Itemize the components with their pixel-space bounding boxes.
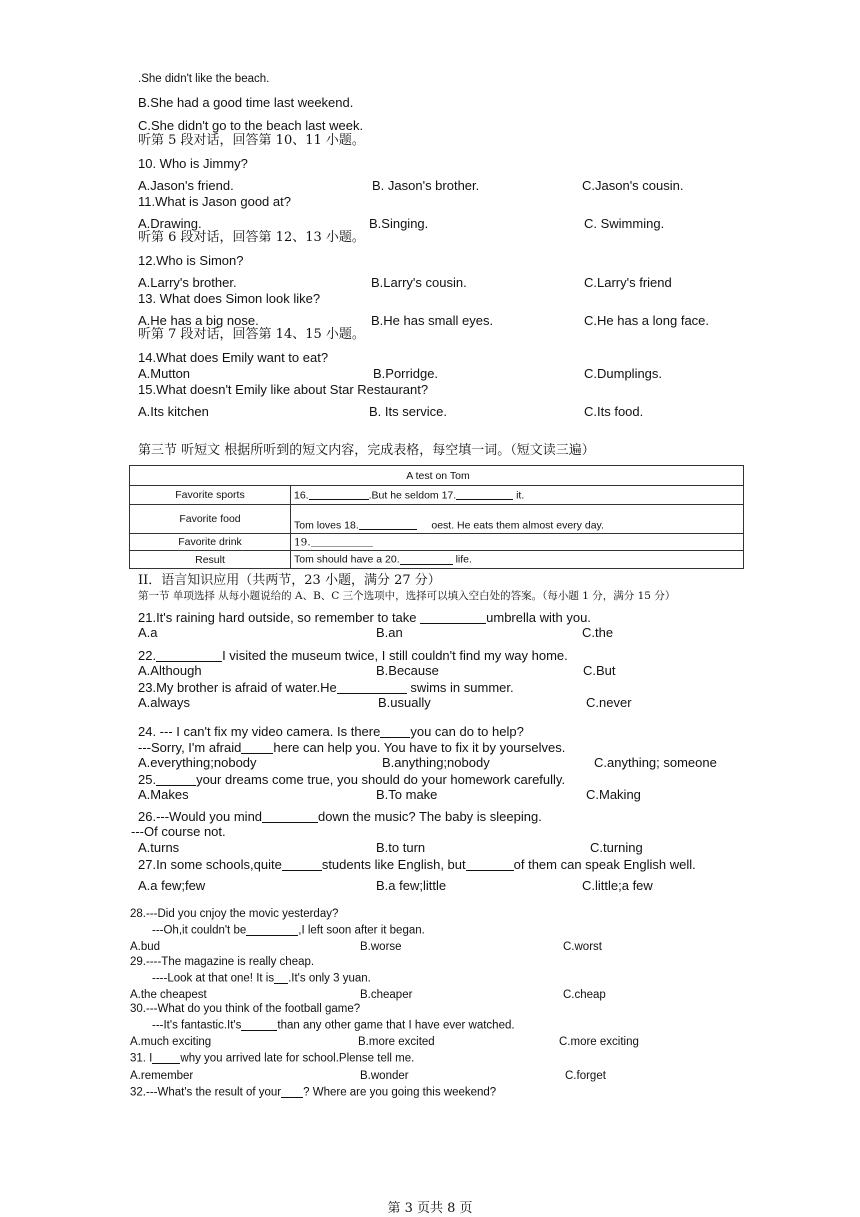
option-b: B.usually <box>378 695 431 710</box>
option-b: B.an <box>376 625 403 640</box>
text: Tom should have a 20. <box>294 553 400 566</box>
option-c: C.anything; someone <box>594 755 717 770</box>
option-c: C. Swimming. <box>584 216 665 231</box>
option-b: B.Singing. <box>369 216 429 231</box>
option-b: B.a few;little <box>376 878 447 893</box>
section-instruction: 听第 6 段对话，回答第 12、13 小题。 <box>138 230 365 245</box>
question-25 <box>138 772 565 786</box>
option-a: A.remember <box>130 1070 194 1082</box>
option-b: B.To make <box>376 787 438 802</box>
text: 24. --- I can't fix my video camera. Is there <box>138 724 381 739</box>
text: I visited the museum twice, I still couldn't find my way home. <box>222 648 568 663</box>
question: 12.Who is Simon? <box>138 253 244 268</box>
table-row <box>130 486 744 505</box>
text: .It's only 3 yuan. <box>288 972 371 985</box>
row-label: Favorite drink <box>130 534 291 551</box>
text: ,I left soon after it began. <box>298 924 425 937</box>
answer-blank[interactable] <box>241 740 273 754</box>
text: you can do to help? <box>410 724 524 739</box>
answer-blank[interactable] <box>281 1085 303 1098</box>
text: 19. <box>294 536 311 549</box>
option-a: A.Its kitchen <box>138 404 209 419</box>
text: ? Where are you going this weekend? <box>303 1086 497 1099</box>
text: 31. I <box>130 1052 153 1065</box>
text: ----Look at that one! It is <box>152 972 275 985</box>
option-a: A.He has a big nose. <box>138 313 259 328</box>
question-21 <box>138 610 591 624</box>
answer-blank[interactable] <box>241 1018 277 1031</box>
table-row <box>130 505 744 534</box>
table-row <box>130 551 744 569</box>
option-b: B.Porridge. <box>373 366 439 381</box>
text: Tom loves 18. <box>294 519 359 531</box>
question-30: 30.---What do you think of the football game? <box>130 1003 361 1015</box>
text: down the music? The baby is sleeping. <box>318 809 542 824</box>
text: 26.---Would you mind <box>138 809 263 824</box>
text: it. <box>513 489 525 502</box>
option-b: B.more excited <box>358 1036 435 1048</box>
question: 11.What is Jason good at? <box>138 194 291 209</box>
table-caption: A test on Tom <box>130 466 744 486</box>
text: oest. He eats them almost every day. <box>416 519 604 531</box>
option-c: C.never <box>586 695 632 710</box>
text: 27.In some schools,quite <box>138 857 282 872</box>
question-26 <box>138 809 542 823</box>
answer-blank[interactable] <box>337 680 407 694</box>
option-c: C.But <box>583 663 616 678</box>
option-a: A.Drawing. <box>138 216 202 231</box>
answer-blank[interactable] <box>156 648 222 662</box>
section-instruction: 听第 5 段对话，回答第 10、11 小题。 <box>138 133 365 148</box>
section-instruction: 听第 7 段对话，回答第 14、15 小题。 <box>138 327 365 342</box>
option-c: C.the <box>582 625 614 640</box>
option-a: A.Makes <box>138 787 189 802</box>
option-b: B.Larry's cousin. <box>371 275 467 290</box>
row-label: Result <box>130 551 291 569</box>
option-b: B. Its service. <box>369 404 448 419</box>
answer-blank[interactable] <box>466 857 514 871</box>
text: than any other game that I have ever watched. <box>277 1019 515 1032</box>
text: .But he seldom 17. <box>368 489 457 502</box>
option-c: C.turning <box>590 840 643 855</box>
option-line: B.She had a good time last weekend. <box>138 95 354 110</box>
row-label: Favorite sports <box>130 486 291 505</box>
option-b: B.cheaper <box>360 989 413 1001</box>
option-a: A.Although <box>138 663 202 678</box>
question-32 <box>130 1085 496 1099</box>
option-c: C.Making <box>586 787 641 802</box>
option-b: B.He has small eyes. <box>371 313 494 328</box>
question-24-reply <box>138 740 565 754</box>
option-a: A.bud <box>130 941 161 953</box>
option-c: C.Larry's friend <box>584 275 672 290</box>
option-a: A.Larry's brother. <box>138 275 237 290</box>
row-content <box>291 551 744 569</box>
answer-blank[interactable] <box>262 809 318 823</box>
question-29-reply <box>152 971 371 985</box>
part-subheading: 第一节 单项选择 从每小题说给的 A、B、C 三个选项中，选择可以填入空白处的答案。（每小题 1 分，满分 15 分） <box>138 590 676 602</box>
question-31 <box>130 1051 414 1065</box>
answer-blank[interactable] <box>380 724 410 738</box>
option-a: A.always <box>138 695 191 710</box>
text: your dreams come true, you should do your homework carefully. <box>196 772 566 787</box>
question: 14.What does Emily want to eat? <box>138 350 329 365</box>
text: life. <box>452 553 472 566</box>
option-a: A.a <box>138 625 158 640</box>
text: swims in summer. <box>406 680 514 695</box>
option-b: B.worse <box>360 941 402 953</box>
option-b: B.to turn <box>376 840 426 855</box>
text: why you arrived late for school.Plense tell me. <box>180 1052 415 1065</box>
test-table <box>129 465 744 569</box>
option-line: .She didn't like the beach. <box>138 73 270 85</box>
option-a: A.a few;few <box>138 878 206 893</box>
blank-17[interactable] <box>456 489 513 501</box>
text: of them can speak English well. <box>513 857 696 872</box>
blank-20[interactable] <box>400 553 453 565</box>
text: 25. <box>138 772 157 787</box>
text: umbrella with you. <box>486 610 591 625</box>
option-c: C.Jason's cousin. <box>582 178 684 193</box>
text: 22. <box>138 648 157 663</box>
row-content <box>291 534 744 551</box>
option-c: C.He has a long face. <box>584 313 710 328</box>
text: 16. <box>294 489 309 502</box>
answer-blank[interactable] <box>282 857 322 871</box>
blank-16[interactable] <box>309 489 369 501</box>
question: 10. Who is Jimmy? <box>138 156 248 171</box>
option-c: C.Dumplings. <box>584 366 663 381</box>
option-a: A.the cheapest <box>130 989 207 1001</box>
option-c: C.little;a few <box>582 878 653 893</box>
row-label: Favorite food <box>130 505 291 534</box>
question-24 <box>138 724 524 738</box>
option-a: A.much exciting <box>130 1036 212 1048</box>
option-c: C.Its food. <box>584 404 644 419</box>
option-c: C.forget <box>565 1070 606 1082</box>
answer-blank[interactable] <box>420 610 486 624</box>
answer-blank[interactable] <box>152 1051 180 1064</box>
option-c: C.worst <box>563 941 602 953</box>
option-a: A.everything;nobody <box>138 755 257 770</box>
text: ---It's fantastic.It's <box>152 1019 242 1032</box>
text: students like English, but <box>321 857 466 872</box>
blank-18[interactable] <box>359 519 417 531</box>
blank-19[interactable] <box>311 536 373 548</box>
answer-blank[interactable] <box>274 971 288 984</box>
option-b: B.anything;nobody <box>382 755 490 770</box>
option-line: C.She didn't go to the beach last week. <box>138 118 364 133</box>
text: 21.It's raining hard outside, so remember to take <box>138 610 421 625</box>
option-b: B.Because <box>376 663 439 678</box>
question-22 <box>138 648 568 662</box>
text: ---Sorry, I'm afraid <box>138 740 242 755</box>
question-30-reply <box>152 1018 515 1032</box>
text: here can help you. You have to fix it by yourselves. <box>273 740 566 755</box>
answer-blank[interactable] <box>156 772 196 786</box>
question: 15.What doesn't Emily like about Star Restaurant? <box>138 382 429 397</box>
question-28-reply <box>152 923 425 937</box>
table-row <box>130 534 744 551</box>
option-a: A.turns <box>138 840 180 855</box>
option-a: A.Jason's friend. <box>138 178 234 193</box>
question-27 <box>138 857 696 871</box>
question-26-reply: ---Of course not. <box>131 824 226 839</box>
option-b: B. Jason's brother. <box>372 178 480 193</box>
option-c: C.cheap <box>563 989 606 1001</box>
option-a: A.Mutton <box>138 366 191 381</box>
option-b: B.wonder <box>360 1070 409 1082</box>
text: 32.---What's the result of your <box>130 1086 282 1099</box>
answer-blank[interactable] <box>246 923 298 936</box>
text: ---Oh,it couldn't be <box>152 924 247 937</box>
row-content <box>291 486 744 505</box>
question: 13. What does Simon look like? <box>138 291 321 306</box>
row-content <box>291 505 744 534</box>
question-23 <box>138 680 514 694</box>
part-heading: II．语言知识应用（共两节，23 小题，满分 27 分） <box>138 573 441 588</box>
question-29: 29.----The magazine is really cheap. <box>130 956 315 968</box>
question-28: 28.---Did you cnjoy the movic yesterday? <box>130 908 339 920</box>
text: 23.My brother is afraid of water.He <box>138 680 337 695</box>
option-c: C.more exciting <box>559 1036 639 1048</box>
page-number: 第 3 页共 8 页 <box>387 1201 473 1216</box>
section-heading: 第三节 听短文 根据所听到的短文内容，完成表格，每空填一词。（短文读三遍） <box>138 443 595 458</box>
